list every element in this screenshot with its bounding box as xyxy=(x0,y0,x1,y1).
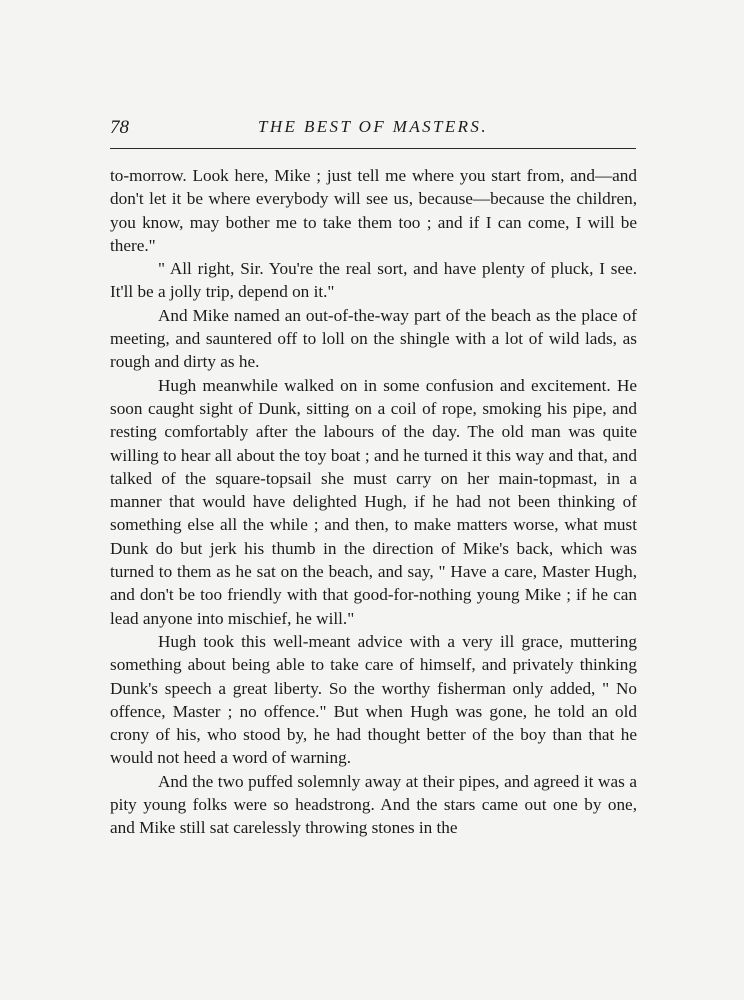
paragraph: And the two puffed solemnly away at their pipes, and agreed it was a pity young folks were so headstrong. And the stars came out one by one, and Mike still sat carelessly throwing stones in the xyxy=(110,771,637,838)
page-number: 78 xyxy=(110,117,129,138)
paragraph: And Mike named an out-of-the-way part of the beach as the place of meeting, and sauntered off to loll on the shingle with a lot of wild lads, as rough and dirty as he. xyxy=(110,305,637,372)
paragraph: Hugh meanwhile walked on in some confusion and excitement. He soon caught sight of Dunk, sitting on a coil of rope, smoking his pipe, and resting comfortably after the labours of the day. The old man was quite willing to hear all about the toy boat ; and he turned it this way and that, and talked of the square-topsail she must carry on her main-topmast, in a manner that would have delighted Hugh, if he had not been thinking of something else all the while ; and then, to make matters worse, what must Dunk do but jerk his thumb in the direction of Mike's back, which was turned to them as he sat on the beach, and say, " Have a care, Master Hugh, and don't be too friendly with that good-for-nothing young Mike ; if he can lead anyone into mischief, he will." xyxy=(110,375,637,628)
paragraph: to-morrow. Look here, Mike ; just tell me where you start from, and—and don't let it be where everybody will see us, because—because the children, you know, may bother me to take them too ; and if I can come, I will be there." xyxy=(110,166,637,255)
paragraph: " All right, Sir. You're the real sort, and have plenty of pluck, I see. It'll be a jolly trip, depend on it." xyxy=(110,259,637,302)
page-header xyxy=(110,117,636,145)
paragraph: Hugh took this well-meant advice with a very ill grace, muttering something about being able to take care of himself, and privately thinking Dunk's speech a great liberty. So the worthy fisherman only added, " No offence, Master ; no offence." But when Hugh was gone, he told an old crony of his, who stood by, he had thought better of the boy than that he would not heed a word of warning. xyxy=(110,631,637,768)
header-rule xyxy=(110,148,636,149)
running-title: THE BEST OF MASTERS. xyxy=(258,117,488,136)
body-text xyxy=(110,164,637,840)
